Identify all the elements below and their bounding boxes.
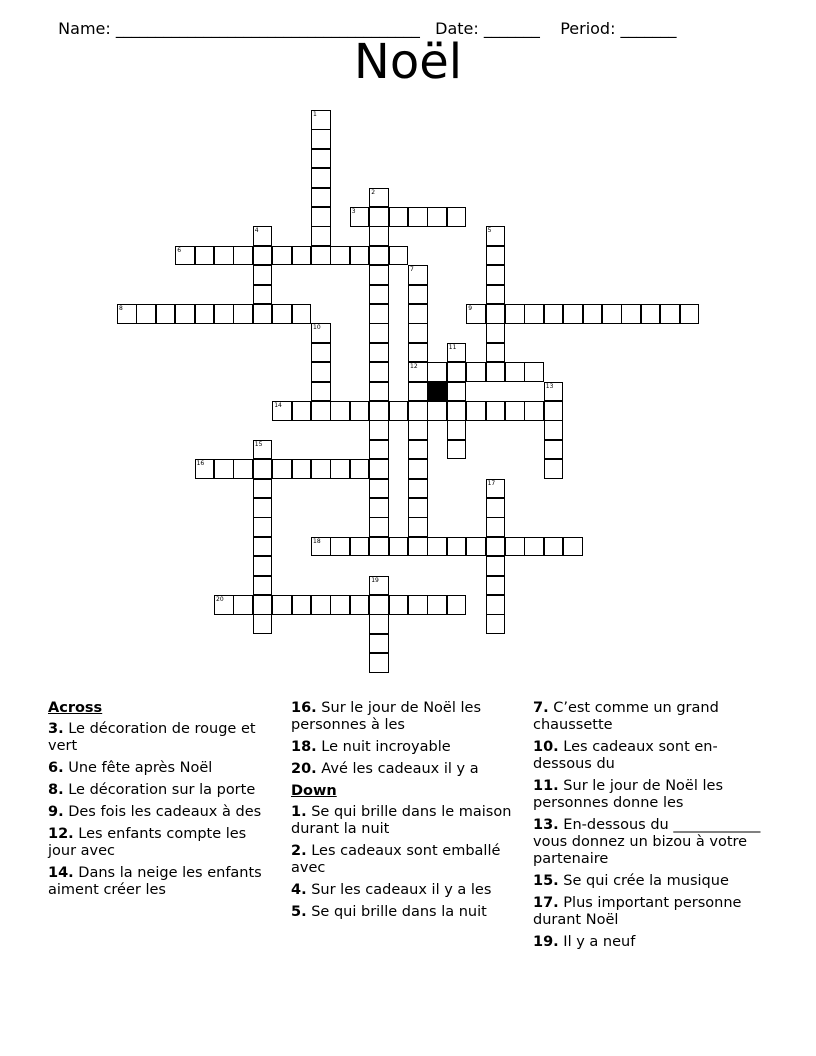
grid-cell[interactable] — [544, 459, 564, 479]
grid-cell[interactable] — [544, 401, 564, 421]
clue-item — [48, 721, 273, 755]
clue-number-label: 2 — [371, 188, 376, 196]
grid-cell[interactable] — [583, 304, 603, 324]
clue-number: 13. — [533, 817, 559, 833]
grid-cell[interactable] — [408, 343, 428, 363]
clue-number-label: 18 — [313, 537, 321, 545]
grid-cell[interactable] — [602, 304, 622, 324]
grid-cell[interactable] — [369, 362, 389, 382]
grid-cell[interactable] — [408, 323, 428, 343]
clue-number-label: 8 — [119, 305, 123, 312]
clue-number-label: 7 — [410, 266, 414, 274]
clue-item — [291, 843, 516, 877]
grid-cell[interactable] — [389, 246, 409, 266]
grid-cell[interactable] — [253, 614, 273, 634]
grid-cell[interactable] — [350, 459, 370, 479]
clue-number-label: 11 — [448, 343, 457, 351]
clue-item — [48, 782, 273, 799]
grid-cell[interactable] — [563, 304, 583, 324]
grid-cell[interactable] — [311, 246, 331, 266]
clue-item — [48, 804, 273, 821]
clue-item — [533, 934, 773, 951]
clue-number-label: 12 — [410, 363, 418, 371]
grid-cell[interactable] — [350, 537, 370, 557]
grid-cell[interactable] — [486, 517, 506, 537]
clue-text: En-dessous du ____________ vous donnez un bizou à votre partenaire — [533, 817, 761, 867]
grid-cell[interactable] — [486, 401, 506, 421]
clue-number: 16. — [291, 700, 317, 716]
clue-item — [291, 739, 516, 756]
grid-cell[interactable] — [486, 246, 506, 266]
grid-cell[interactable] — [350, 246, 370, 266]
clue-text: Le décoration de rouge et vert — [48, 721, 256, 754]
grid-cell[interactable] — [253, 304, 273, 324]
grid-cell[interactable] — [369, 246, 389, 266]
grid-cell[interactable] — [524, 401, 544, 421]
clue-number: 1. — [291, 804, 307, 820]
grid-cell[interactable] — [369, 537, 389, 557]
grid-cell[interactable] — [369, 479, 389, 499]
grid-cell[interactable] — [486, 595, 506, 615]
clue-number-label: 10 — [313, 324, 321, 332]
grid-cell[interactable] — [427, 595, 447, 615]
grid-cell[interactable] — [524, 537, 544, 557]
clue-item — [533, 873, 773, 890]
grid-cell[interactable] — [369, 653, 389, 673]
grid-cell[interactable] — [563, 537, 583, 557]
clue-number-label: 19 — [371, 576, 379, 584]
grid-cell[interactable] — [369, 614, 389, 634]
clue-number: 19. — [533, 934, 559, 950]
clues-column-1 — [48, 700, 273, 904]
clue-text: Les cadeaux sont en-dessous du — [533, 739, 718, 772]
clue-item — [48, 865, 273, 899]
clue-text: C’est comme un grand chaussette — [533, 700, 719, 733]
grid-cell[interactable] — [408, 440, 428, 460]
grid-cell[interactable] — [408, 382, 428, 402]
clue-text: Il y a neuf — [558, 934, 636, 950]
grid-cell[interactable] — [292, 595, 312, 615]
grid-cell[interactable] — [369, 265, 389, 285]
grid-cell[interactable] — [408, 517, 428, 537]
grid-cell[interactable] — [369, 382, 389, 402]
grid-cell[interactable] — [311, 149, 331, 169]
grid-cell[interactable] — [369, 498, 389, 518]
grid-cell[interactable] — [311, 382, 331, 402]
grid-cell[interactable] — [369, 459, 389, 479]
clue-item — [533, 778, 773, 812]
grid-cell[interactable] — [369, 401, 389, 421]
grid-cell[interactable] — [214, 304, 234, 324]
grid-cell[interactable] — [369, 595, 389, 615]
grid-cell[interactable] — [253, 595, 273, 615]
grid-cell[interactable] — [311, 129, 331, 149]
grid-cell[interactable] — [369, 304, 389, 324]
grid-cell[interactable] — [447, 537, 467, 557]
clue-text: Des fois les cadeaux à des — [63, 804, 262, 820]
grid-black-cell — [427, 382, 447, 402]
clue-text: Sur les cadeaux il y a les — [306, 882, 492, 898]
grid-cell[interactable] — [253, 285, 273, 305]
grid-cell[interactable] — [233, 459, 253, 479]
grid-cell[interactable] — [486, 285, 506, 305]
grid-cell[interactable] — [311, 459, 331, 479]
grid-cell[interactable] — [369, 285, 389, 305]
grid-cell[interactable] — [369, 420, 389, 440]
clue-item — [533, 739, 773, 773]
grid-cell[interactable] — [544, 440, 564, 460]
clue-text: Sur le jour de Noël les personnes à les — [291, 700, 481, 733]
clue-item — [533, 895, 773, 929]
clue-number-label: 17 — [487, 479, 496, 487]
grid-cell[interactable] — [466, 362, 486, 382]
grid-cell[interactable] — [408, 285, 428, 305]
grid-cell[interactable] — [486, 304, 506, 324]
grid-cell[interactable] — [330, 401, 350, 421]
grid-cell[interactable] — [680, 304, 700, 324]
grid-cell[interactable] — [447, 440, 467, 460]
clue-item — [48, 826, 273, 860]
grid-cell[interactable] — [427, 207, 447, 227]
grid-cell[interactable] — [272, 246, 292, 266]
name-field[interactable]: Name: ______________________________________ — [58, 19, 420, 38]
clue-number-label: 3 — [351, 208, 356, 215]
grid-cell[interactable] — [621, 304, 641, 324]
grid-cell[interactable] — [486, 537, 506, 557]
clue-number-label: 4 — [254, 227, 259, 235]
grid-cell[interactable] — [311, 401, 331, 421]
grid-cell[interactable] — [505, 401, 525, 421]
grid-cell[interactable] — [292, 246, 312, 266]
clue-number-label: 1 — [313, 111, 317, 118]
clue-number: 2. — [291, 843, 307, 859]
grid-cell[interactable] — [253, 479, 273, 499]
grid-cell[interactable] — [486, 498, 506, 518]
grid-cell[interactable] — [486, 556, 506, 576]
grid-cell[interactable] — [311, 595, 331, 615]
clue-item — [533, 700, 773, 734]
grid-cell[interactable] — [292, 304, 312, 324]
grid-cell[interactable] — [369, 517, 389, 537]
grid-cell[interactable] — [195, 246, 215, 266]
grid-cell[interactable] — [369, 343, 389, 363]
grid-cell[interactable] — [253, 265, 273, 285]
down-heading: Down — [291, 783, 337, 799]
clue-number: 11. — [533, 778, 559, 794]
grid-cell[interactable] — [214, 459, 234, 479]
clue-text: Avé les cadeaux il y a — [316, 761, 479, 777]
clue-number: 12. — [48, 826, 74, 842]
clue-item — [291, 904, 516, 921]
grid-cell[interactable] — [486, 323, 506, 343]
grid-cell[interactable] — [330, 459, 350, 479]
grid-cell[interactable] — [233, 595, 253, 615]
grid-cell[interactable] — [253, 517, 273, 537]
grid-cell[interactable] — [253, 537, 273, 557]
grid-cell[interactable] — [447, 401, 467, 421]
clue-text: Se qui brille dans le maison durant la nuit — [291, 804, 512, 837]
clue-number-label: 6 — [177, 246, 182, 254]
grid-cell[interactable] — [311, 207, 331, 227]
grid-cell[interactable] — [427, 362, 447, 382]
grid-cell[interactable] — [292, 459, 312, 479]
grid-cell[interactable] — [408, 304, 428, 324]
clue-item — [291, 700, 516, 734]
clue-text: Une fête après Noël — [63, 760, 213, 776]
grid-cell[interactable] — [253, 556, 273, 576]
grid-cell[interactable] — [350, 401, 370, 421]
page-title: Noël — [353, 34, 463, 90]
clue-number: 18. — [291, 739, 317, 755]
grid-cell[interactable] — [408, 537, 428, 557]
grid-cell[interactable] — [447, 382, 467, 402]
clue-item — [291, 761, 516, 778]
clue-number: 20. — [291, 761, 317, 777]
clue-number: 9. — [48, 804, 64, 820]
grid-cell[interactable] — [466, 401, 486, 421]
grid-cell[interactable] — [408, 420, 428, 440]
clue-item — [48, 760, 273, 777]
clue-text: Plus important personne durant Noël — [533, 895, 742, 928]
clue-number-label: 15 — [254, 440, 263, 448]
grid-cell[interactable] — [505, 537, 525, 557]
clue-item — [533, 817, 773, 868]
clue-number-label: 13 — [545, 382, 554, 390]
grid-cell[interactable] — [447, 362, 467, 382]
clue-text: Le décoration sur la porte — [63, 782, 256, 798]
grid-cell[interactable] — [233, 246, 253, 266]
clue-number: 6. — [48, 760, 64, 776]
grid-cell[interactable] — [486, 343, 506, 363]
clue-number: 5. — [291, 904, 307, 920]
clue-number: 14. — [48, 865, 74, 881]
clue-text: Se qui crée la musique — [558, 873, 729, 889]
clue-text: Dans la neige les enfants aiment créer les — [48, 865, 262, 898]
grid-cell[interactable] — [389, 207, 409, 227]
grid-cell[interactable] — [311, 343, 331, 363]
clue-item — [291, 804, 516, 838]
grid-cell[interactable] — [486, 362, 506, 382]
grid-cell[interactable] — [272, 595, 292, 615]
clue-number: 17. — [533, 895, 559, 911]
grid-cell[interactable] — [524, 304, 544, 324]
grid-cell[interactable] — [447, 595, 467, 615]
grid-cell[interactable] — [486, 576, 506, 596]
grid-cell[interactable] — [389, 595, 409, 615]
grid-cell[interactable] — [253, 459, 273, 479]
clue-item — [291, 882, 516, 899]
grid-cell[interactable] — [330, 246, 350, 266]
grid-cell[interactable] — [524, 362, 544, 382]
grid-cell[interactable] — [408, 479, 428, 499]
date-field[interactable]: Date: _______ — [435, 19, 540, 38]
grid-cell[interactable] — [330, 595, 350, 615]
grid-cell[interactable] — [408, 207, 428, 227]
clue-number: 4. — [291, 882, 307, 898]
grid-cell[interactable] — [447, 207, 467, 227]
clues-column-2 — [291, 700, 516, 926]
grid-cell[interactable] — [544, 537, 564, 557]
grid-cell[interactable] — [544, 420, 564, 440]
grid-cell[interactable] — [466, 537, 486, 557]
grid-cell[interactable] — [660, 304, 680, 324]
grid-cell[interactable] — [156, 304, 176, 324]
grid-cell[interactable] — [505, 362, 525, 382]
clue-number: 8. — [48, 782, 64, 798]
across-heading: Across — [48, 700, 103, 716]
grid-cell[interactable] — [369, 207, 389, 227]
clue-number-label: 9 — [468, 305, 473, 312]
grid-cell[interactable] — [408, 459, 428, 479]
grid-cell[interactable] — [389, 537, 409, 557]
grid-cell[interactable] — [311, 226, 331, 246]
grid-cell[interactable] — [253, 576, 273, 596]
clue-text: Le nuit incroyable — [316, 739, 451, 755]
grid-cell[interactable] — [350, 595, 370, 615]
grid-cell[interactable] — [369, 226, 389, 246]
grid-cell[interactable] — [369, 634, 389, 654]
grid-cell[interactable] — [175, 304, 195, 324]
grid-cell[interactable] — [292, 401, 312, 421]
grid-cell[interactable] — [505, 304, 525, 324]
grid-cell[interactable] — [214, 246, 234, 266]
grid-cell[interactable] — [486, 265, 506, 285]
clue-number-label: 5 — [487, 227, 492, 235]
clue-text: Se qui brille dans la nuit — [306, 904, 487, 920]
clue-number: 10. — [533, 739, 559, 755]
grid-cell[interactable] — [195, 304, 215, 324]
clue-number: 3. — [48, 721, 64, 737]
grid-cell[interactable] — [311, 168, 331, 188]
clue-number: 15. — [533, 873, 559, 889]
grid-cell[interactable] — [427, 537, 447, 557]
clues-column-3 — [533, 700, 773, 956]
clue-number-label: 14 — [274, 402, 282, 409]
grid-cell[interactable] — [544, 304, 564, 324]
grid-cell[interactable] — [408, 595, 428, 615]
grid-cell[interactable] — [369, 440, 389, 460]
grid-cell[interactable] — [311, 188, 331, 208]
grid-cell[interactable] — [253, 246, 273, 266]
clue-number: 7. — [533, 700, 549, 716]
grid-cell[interactable] — [311, 362, 331, 382]
grid-cell[interactable] — [330, 537, 350, 557]
clue-number-label: 16 — [196, 460, 205, 468]
clue-text: Les enfants compte les jour avec — [48, 826, 247, 859]
grid-cell[interactable] — [486, 614, 506, 634]
period-field[interactable]: Period: _______ — [560, 19, 677, 38]
grid-cell[interactable] — [369, 323, 389, 343]
grid-cell[interactable] — [253, 498, 273, 518]
grid-cell[interactable] — [272, 304, 292, 324]
grid-cell[interactable] — [272, 459, 292, 479]
grid-cell[interactable] — [389, 401, 409, 421]
grid-cell[interactable] — [447, 420, 467, 440]
grid-cell[interactable] — [233, 304, 253, 324]
clue-number-label: 20 — [216, 596, 224, 603]
clue-text: Sur le jour de Noël les personnes donne les — [533, 778, 723, 811]
grid-cell[interactable] — [408, 401, 428, 421]
grid-cell[interactable] — [427, 401, 447, 421]
grid-cell[interactable] — [408, 498, 428, 518]
clue-text: Les cadeaux sont emballé avec — [291, 843, 501, 876]
grid-cell[interactable] — [136, 304, 156, 324]
grid-cell[interactable] — [641, 304, 661, 324]
